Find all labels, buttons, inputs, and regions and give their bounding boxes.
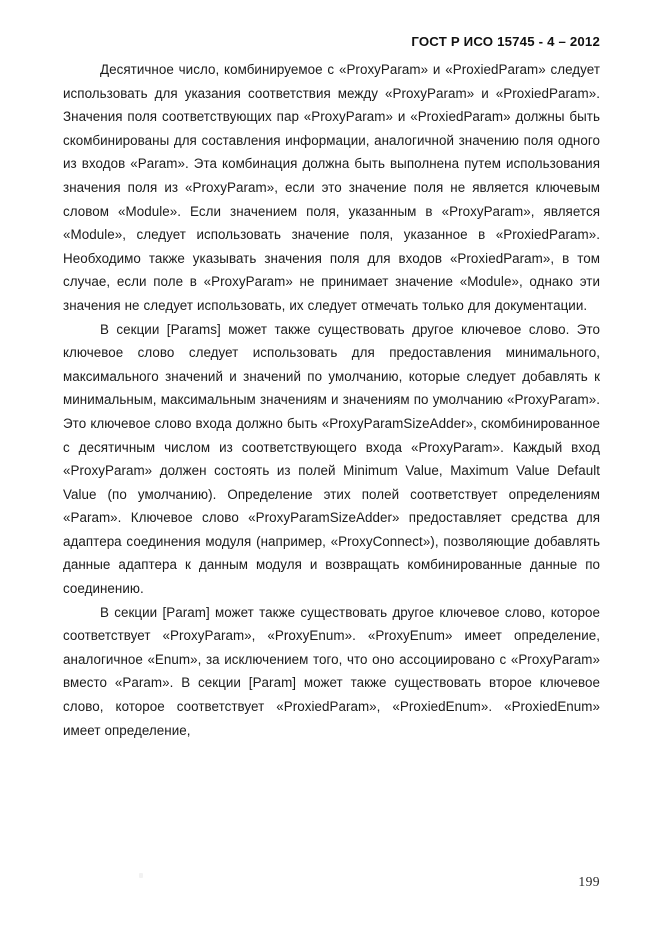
scan-artifact-speck (139, 873, 143, 878)
document-body (63, 58, 600, 742)
body-paragraph-2: В секции [Params] может также существовать другое ключевое слово. Это ключевое слово следует использовать для предоставления минимального, максимального значений и значений по умолчанию, которые следует добавлять к минимальным, максимальным значениям и значениям по умолчанию «ProxyParam». Это ключевое слово входа должно быть «ProxyParamSizeAdder», скомбинированное с десятичным числом из соответствующего входа «ProxyParam». Каждый вход «ProxyParam» должен состоять из полей Minimum Value, Maximum Value Default Value (по умолчанию). Определение этих полей соответствует определениям «Param». Ключевое слово «ProxyParamSizeAdder» предоставляет средства для адаптера соединения модуля (например, «ProxyConnect»), позволяющие добавлять данные адаптера к данным модуля и возвращать комбинированные данные по соединению. (63, 321, 600, 597)
document-header-standard-number: ГОСТ Р ИСО 15745 - 4 – 2012 (411, 34, 600, 49)
page-number: 199 (578, 874, 600, 889)
body-paragraph-3: В секции [Param] может также существовать другое ключевое слово, которое соответствует «ProxyParam», «ProxyEnum». «ProxyEnum» имеет определение, аналогичное «Enum», за исключением того, что оно ассоциировано с «ProxyParam» вместо «Param». В секции [Param] может также существовать второе ключевое слово, которое соответствует «ProxiedParam», «ProxiedEnum». «ProxiedEnum» имеет определение, (63, 604, 600, 738)
body-paragraph-1: Десятичное число, комбинируемое с «ProxyParam» и «ProxiedParam» следует использовать для указания соответствия между «ProxyParam» и «ProxiedParam». Значения поля соответствующих пар «ProxyParam» и «ProxiedParam» должны быть скомбинированы для составления информации, аналогичной значению поля одного из входов «Param». Эта комбинация должна быть выполнена путем использования значения поля из «ProxyParam», если это значение поля не является ключевым словом «Module». Если значением поля, указанным в «ProxyParam», является «Module», следует использовать значение поля, указанное в «ProxiedParam». Необходимо также указывать значения поля для входов «ProxiedParam», в том случае, если поле в «ProxyParam» не принимает значение «Module», однако эти значения не следует использовать, их следует отмечать только для документации. (63, 62, 600, 313)
